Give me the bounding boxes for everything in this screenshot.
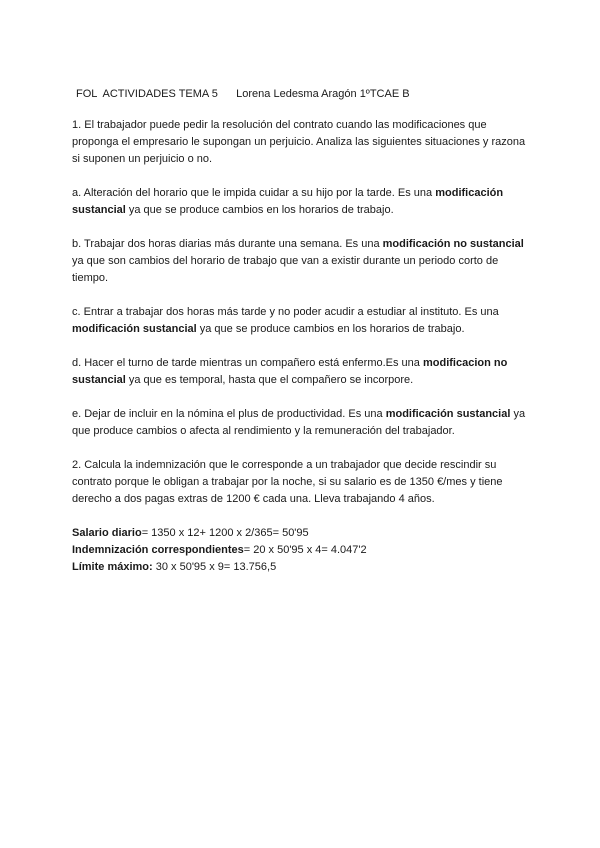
calc-max-limit (72, 559, 532, 576)
answer-a-text: a. Alteración del horario que le impida cuidar a su hijo por la tarde. Es una (72, 187, 436, 199)
answer-c (72, 304, 532, 338)
answer-e-reason: ya que produce cambios o afecta al rendimiento y la remuneración del trabajador. (72, 408, 526, 437)
answer-d-verdict: modificacion no sustancial (72, 357, 508, 386)
calc-daily-salary-value: = 1350 x 12+ 1200 x 2/365= 50'95 (141, 527, 309, 539)
question-2-intro: 2. Calcula la indemnización que le corresponde a un trabajador que decide rescindir su contrato porque le obligan a trabajar por la noche, si su salario es de 1350 €/mes y tiene derecho a dos pagas extras de 1200 € cada una. Lleva trabajando 4 años. (72, 459, 503, 505)
calc-compensation-label: Indemnización correspondientes (72, 544, 244, 556)
answer-e (72, 406, 532, 440)
answer-c-verdict: modificación sustancial (72, 323, 197, 335)
answer-a-verdict: modificación sustancial (72, 187, 504, 216)
answer-e-text: e. Dejar de incluir en la nómina el plus de productividad. Es una (72, 408, 386, 420)
answer-a (72, 185, 532, 219)
calc-compensation (72, 542, 532, 559)
answer-b (72, 236, 532, 287)
answer-d (72, 355, 532, 389)
calc-compensation-value: = 20 x 50'95 x 4= 4.047'2 (243, 544, 367, 556)
calc-max-limit-label: Límite máximo: (72, 561, 153, 573)
calc-daily-salary-label: Salario diario (72, 527, 142, 539)
document-body (72, 86, 532, 576)
calc-daily-salary (72, 525, 532, 542)
answer-d-text: d. Hacer el turno de tarde mientras un compañero está enfermo.Es una (72, 357, 423, 369)
answer-c-text: c. Entrar a trabajar dos horas más tarde y no poder acudir a estudiar al instituto. Es una (72, 306, 499, 318)
answer-c-reason: ya que se produce cambios en los horarios de trabajo. (196, 323, 465, 335)
answer-b-verdict: modificación no sustancial (382, 238, 524, 250)
calc-max-limit-value: 30 x 50'95 x 9= 13.756,5 (152, 561, 277, 573)
calculation-block (72, 525, 532, 576)
answer-b-text: b. Trabajar dos horas diarias más durante una semana. Es una (72, 238, 383, 250)
answer-d-reason: ya que es temporal, hasta que el compañero se incorpore. (125, 374, 414, 386)
question-1-intro: 1. El trabajador puede pedir la resolución del contrato cuando las modificaciones que proponga el empresario le supongan un perjuicio. Analiza las siguientes situaciones y razona si suponen un perjuicio o no. (72, 119, 526, 165)
answer-e-verdict: modificación sustancial (385, 408, 511, 420)
answer-b-reason: ya que son cambios del horario de trabajo que van a existir durante un periodo corto de tiempo. (72, 255, 499, 284)
answer-a-reason: ya que se produce cambios en los horarios de trabajo. (125, 204, 394, 216)
document-header: FOL ACTIVIDADES TEMA 5 Lorena Ledesma Aragón 1ºTCAE B (76, 88, 410, 100)
